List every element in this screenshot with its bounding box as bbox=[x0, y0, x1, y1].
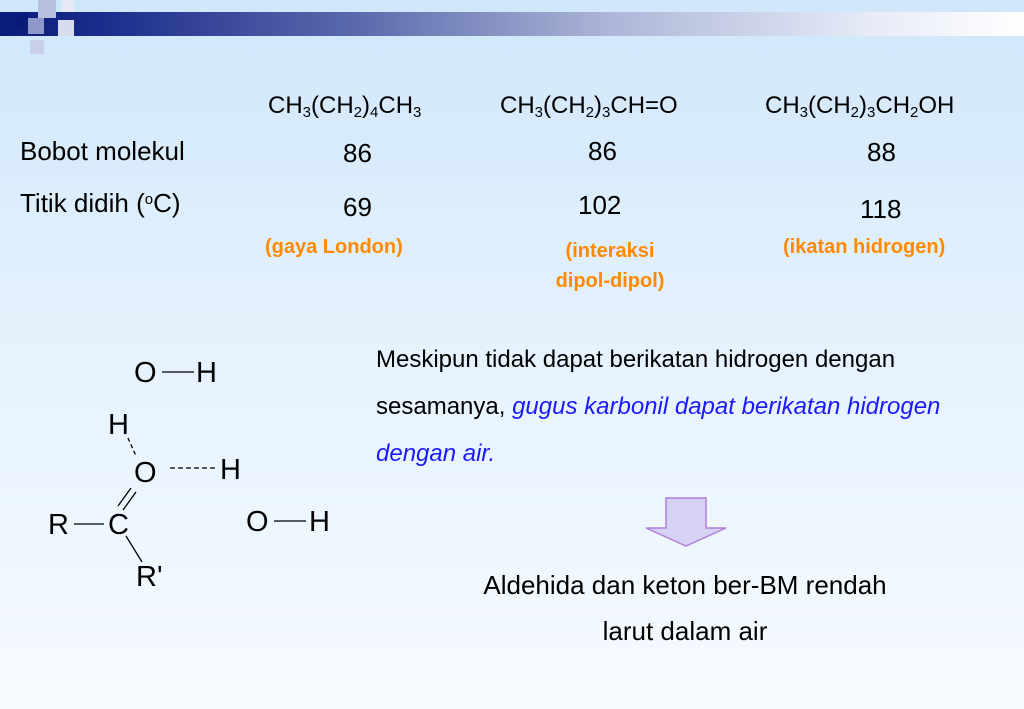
atom-label: H bbox=[309, 506, 330, 538]
atom-label: H bbox=[196, 357, 217, 389]
deco-square bbox=[14, 12, 28, 26]
table-cell: 86 bbox=[588, 136, 617, 166]
table-cell: 102 bbox=[578, 190, 622, 220]
hydrogen-bond-dashed bbox=[128, 438, 136, 456]
atom-label: O bbox=[134, 357, 157, 389]
atom-label: C bbox=[108, 509, 129, 541]
note-hydrogen-bond: (ikatan hidrogen) bbox=[783, 236, 946, 258]
deco-square bbox=[38, 0, 56, 18]
hydrogen-bond-diagram bbox=[30, 340, 390, 620]
deco-square bbox=[62, 0, 74, 12]
column-header-hexane: $CH_3(CH_2)_4CH_3$ bbox=[268, 92, 422, 121]
atom-label: O bbox=[134, 457, 157, 489]
table-cell: 86 bbox=[343, 138, 372, 168]
down-arrow-icon bbox=[636, 496, 736, 548]
atom-label: H bbox=[108, 409, 129, 441]
row-label-boiling-point: Titik didih ($^o$C) bbox=[20, 188, 181, 218]
double-bond-c-o bbox=[123, 492, 136, 510]
row-label-molecular-weight: Bobot molekul bbox=[20, 136, 185, 166]
bond-c-r-prime bbox=[126, 536, 142, 562]
atom-label: H bbox=[220, 454, 241, 486]
deco-square bbox=[28, 18, 44, 34]
atom-label: R bbox=[48, 509, 69, 541]
explanation-text: Meskipun tidak dapat berikatan hidrogen dengan sesamanya, gugus karbonil dapat berikatan hidrogen dengan air. bbox=[376, 346, 941, 467]
note-dipole-interaction: (interaksi dipol-dipol) bbox=[555, 240, 665, 292]
highlight-text: gugus karbonil dapat berikatan hidrogen dengan air bbox=[376, 393, 941, 467]
column-header-pentanal: $CH_3(CH_2)_3CH=O$ bbox=[500, 92, 678, 121]
deco-square bbox=[58, 20, 74, 36]
atom-label: O bbox=[246, 506, 269, 538]
deco-square bbox=[30, 40, 44, 54]
double-bond-c-o bbox=[118, 488, 131, 506]
conclusion-text: Aldehida dan keton ber-BM rendah larut dalam air bbox=[483, 570, 887, 646]
note-london-forces: (gaya London) bbox=[265, 236, 403, 258]
table-cell: 88 bbox=[867, 137, 896, 167]
table-cell: 69 bbox=[343, 192, 372, 222]
atom-label: R' bbox=[136, 561, 163, 593]
header-gradient-bar bbox=[0, 12, 1024, 36]
table-cell: 118 bbox=[860, 194, 902, 224]
column-header-pentanol: $CH_3(CH_2)_3CH_2OH$ bbox=[765, 92, 955, 121]
